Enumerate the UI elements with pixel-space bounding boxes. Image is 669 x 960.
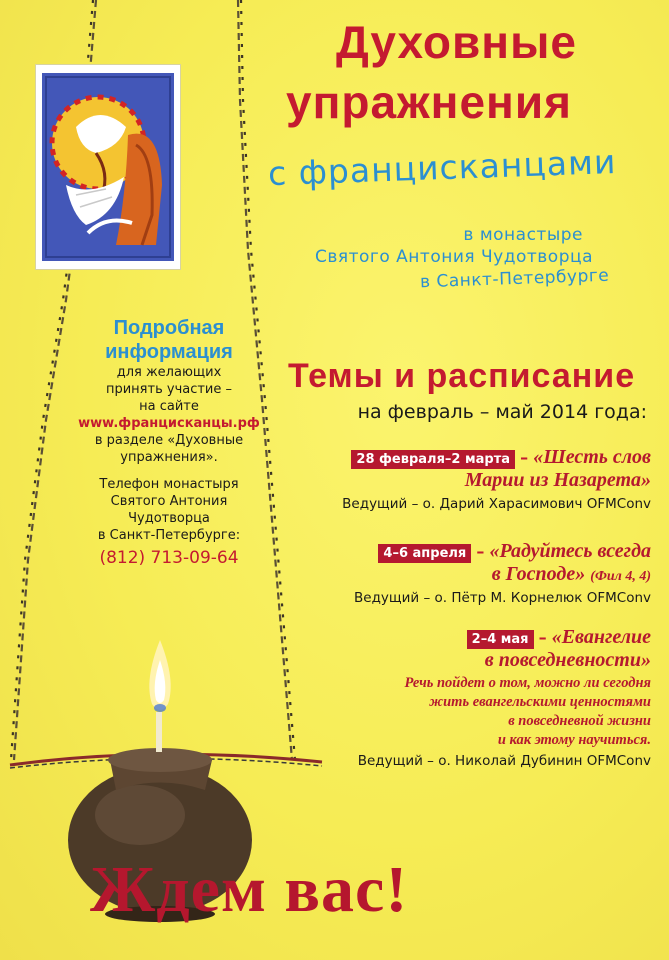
event-2-leader: Ведущий – о. Пётр М. Корнелюк OFMConv	[354, 590, 651, 606]
info-text-2: принять участие –	[105, 382, 233, 397]
phone-label-4: в Санкт-Петербурге:	[97, 528, 241, 543]
event-3-dash: –	[538, 628, 547, 647]
location-line-3: в Санкт-Петербурге	[419, 265, 610, 293]
website-link[interactable]: www.францисканцы.рф	[78, 416, 260, 431]
event-2-title-2: в Господе»	[491, 563, 586, 585]
event-2-title-1: «Радуйтесь всегда	[489, 540, 651, 562]
event-1-title-1: «Шесть слов	[533, 446, 651, 468]
title-line-1: Духовные	[336, 16, 577, 68]
info-block	[74, 316, 264, 570]
event-3-desc-4: и как этому научиться.	[497, 732, 651, 748]
schedule-heading: Темы и расписание	[288, 357, 636, 395]
event-3-title-1: «Евангелие	[551, 626, 651, 648]
phone-label-1: Телефон монастыря	[99, 477, 239, 492]
event-1-leader: Ведущий – о. Дарий Харасимович OFMConv	[342, 496, 651, 512]
location-line-1: в монастыре	[463, 225, 583, 245]
phone-label-2: Святого Антония	[110, 494, 228, 509]
event-3-leader: Ведущий – о. Николай Дубинин OFMConv	[357, 753, 651, 769]
info-text-1: для желающих	[116, 365, 222, 380]
title-line-2: упражнения	[286, 76, 572, 128]
event-3-desc-2: жить евангельскими ценностями	[429, 694, 651, 710]
event-3-date: 2–4 мая	[467, 630, 534, 649]
info-text-3: на сайте	[139, 399, 199, 414]
event-2-date: 4–6 апреля	[378, 544, 471, 563]
info-heading-2: информация	[105, 341, 233, 363]
event-2	[291, 540, 651, 607]
schedule-subheading: на февраль – май 2014 года:	[357, 401, 647, 423]
event-2-dash: –	[476, 542, 485, 561]
event-3-desc-3: в повседневной жизни	[508, 713, 651, 729]
event-2-ref: (Фил 4, 4)	[590, 569, 651, 584]
info-text-5: упражнения».	[120, 450, 218, 465]
saint-icon-image	[36, 65, 180, 269]
event-1-dash: –	[520, 448, 529, 467]
event-3-title-2: в повседневности»	[484, 649, 651, 671]
event-3-desc-1: Речь пойдет о том, можно ли сегодня	[404, 675, 651, 691]
phone-label-3: Чудотворца	[128, 511, 210, 526]
info-heading-1: Подробная	[113, 317, 225, 339]
title-line-3: с францисканцами	[267, 141, 617, 194]
phone-number[interactable]: (812) 713-09-64	[99, 548, 239, 568]
event-1	[291, 446, 651, 513]
location-line-2: Святого Антония Чудотворца	[315, 247, 593, 267]
info-text-4: в разделе «Духовные	[94, 433, 244, 448]
event-3	[271, 626, 651, 770]
slogan: Ждем вас!	[90, 853, 409, 926]
event-1-date: 28 февраля–2 марта	[351, 450, 515, 469]
event-1-title-2: Марии из Назарета»	[464, 469, 651, 491]
